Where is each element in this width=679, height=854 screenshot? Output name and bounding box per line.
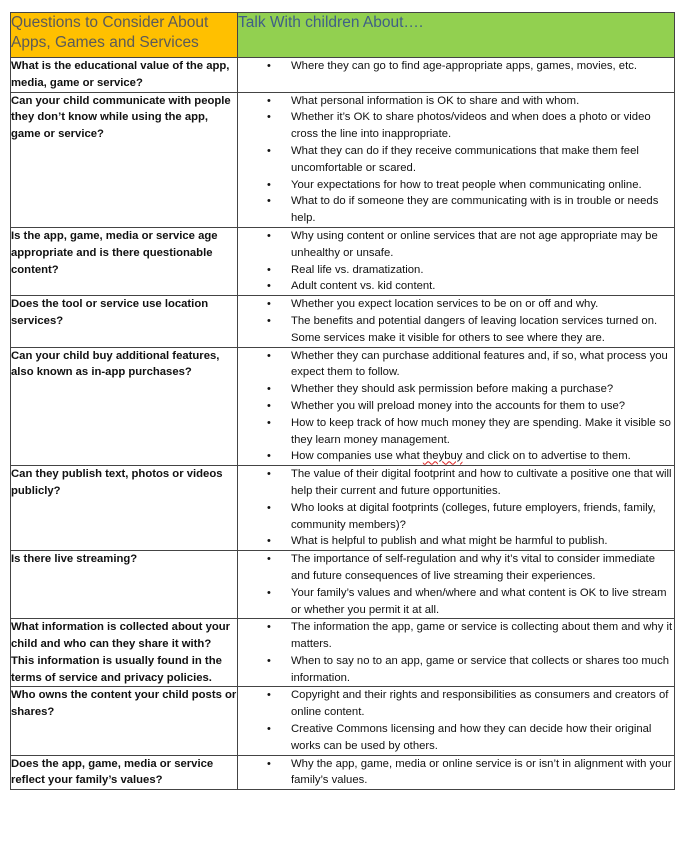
list-item xyxy=(238,313,674,347)
bullet-icon: • xyxy=(267,399,271,412)
list-item-text: The value of their digital footprint and how to cultivate a positive one that will help their current and future opportunities. xyxy=(291,468,672,497)
table-row xyxy=(11,755,675,790)
spellcheck-underline: theybuy xyxy=(422,450,463,463)
list-item xyxy=(238,619,674,653)
table-row xyxy=(11,92,675,227)
list-item xyxy=(238,687,674,721)
questions-table xyxy=(10,12,675,790)
list-item-text: Why the app, game, media or online service is or isn’t in alignment with your family’s values. xyxy=(291,757,672,787)
question-cell: Can your child buy additional features, also known as in-app purchases? xyxy=(11,347,238,466)
talk-about-list xyxy=(238,466,674,550)
talk-about-cell xyxy=(238,755,675,790)
list-item-text: Adult content vs. kid content. xyxy=(291,280,436,293)
table-row xyxy=(11,347,675,466)
bullet-icon: • xyxy=(267,621,271,634)
talk-about-list xyxy=(238,756,674,790)
talk-about-cell xyxy=(238,92,675,227)
list-item xyxy=(238,262,674,279)
list-item-text: The benefits and potential dangers of leaving location services turned on. Some services make it visible for others to see where they are. xyxy=(291,314,658,344)
list-item-text: Copyright and their rights and responsibilities as consumers and creators of online content. xyxy=(291,689,669,719)
bullet-icon: • xyxy=(267,94,271,107)
list-item xyxy=(238,398,674,415)
list-item-text: How companies use what theybuy and click on to advertise to them. xyxy=(291,450,631,463)
list-item-text: When to say no to an app, game or service that collects or shares too much information. xyxy=(291,654,670,684)
list-item xyxy=(238,193,674,227)
question-cell: Can they publish text, photos or videos publicly? xyxy=(11,466,238,551)
list-item xyxy=(238,278,674,295)
list-item-text: Whether they should ask permission before making a purchase? xyxy=(291,383,614,396)
list-item xyxy=(238,177,674,194)
list-item xyxy=(238,448,674,465)
list-item xyxy=(238,381,674,398)
table-row xyxy=(11,466,675,551)
talk-about-list xyxy=(238,348,674,466)
header-row xyxy=(11,13,675,58)
question-cell: Is there live streaming? xyxy=(11,551,238,619)
list-item-text: What they can do if they receive communications that make them feel uncomfortable or scared. xyxy=(291,144,639,174)
question-cell: Does the tool or service use location services? xyxy=(11,296,238,347)
bullet-icon: • xyxy=(267,757,271,770)
list-item xyxy=(238,228,674,262)
bullet-icon: • xyxy=(267,280,271,293)
list-item-text: Who looks at digital footprints (colleges, future employers, friends, family, community members)? xyxy=(291,501,656,531)
list-item-text: The information the app, game or service is collecting about them and why it matters. xyxy=(291,621,673,651)
bullet-icon: • xyxy=(267,723,271,736)
list-item-text: What personal information is OK to share and with whom. xyxy=(291,94,580,107)
table-row xyxy=(11,687,675,755)
list-item-text: What is helpful to publish and what might be harmful to publish. xyxy=(291,535,608,548)
list-item xyxy=(238,143,674,177)
talk-about-cell xyxy=(238,551,675,619)
list-item-text: Why using content or online services that are not age appropriate may be unhealthy or unsafe. xyxy=(291,229,658,259)
question-cell: What information is collected about your child and who can they share it with? This information is usually found in the terms of service and privacy policies. xyxy=(11,619,238,687)
bullet-icon: • xyxy=(267,654,271,667)
bullet-icon: • xyxy=(267,298,271,311)
bullet-icon: • xyxy=(267,60,271,72)
question-cell: What is the educational value of the app, media, game or service? xyxy=(11,58,238,93)
list-item xyxy=(238,348,674,382)
bullet-icon: • xyxy=(267,586,271,599)
table-row xyxy=(11,227,675,295)
question-cell: Does the app, game, media or service reflect your family’s values? xyxy=(11,755,238,790)
talk-about-cell xyxy=(238,466,675,551)
bullet-icon: • xyxy=(267,144,271,157)
bullet-icon: • xyxy=(267,229,271,242)
list-item xyxy=(238,533,674,550)
bullet-icon: • xyxy=(267,383,271,396)
bullet-icon: • xyxy=(267,535,271,548)
question-cell: Can your child communicate with people they don’t know while using the app, game or service? xyxy=(11,92,238,227)
list-item xyxy=(238,756,674,790)
talk-about-list xyxy=(238,296,674,346)
header-questions: Questions to Consider About Apps, Games and Services xyxy=(11,13,238,58)
list-item-text: How to keep track of how much money they are spending. Make it visible so they learn money management. xyxy=(291,416,671,446)
list-item-text: Your expectations for how to treat people when communicating online. xyxy=(291,178,642,191)
bullet-icon: • xyxy=(267,468,271,481)
question-cell: Who owns the content your child posts or shares? xyxy=(11,687,238,755)
talk-about-list xyxy=(238,551,674,618)
talk-about-list xyxy=(238,619,674,686)
list-item xyxy=(238,296,674,313)
list-item xyxy=(238,585,674,619)
bullet-icon: • xyxy=(267,111,271,124)
list-item xyxy=(238,500,674,534)
list-item xyxy=(238,58,674,75)
list-item xyxy=(238,415,674,449)
table-row xyxy=(11,58,675,93)
table-body xyxy=(11,58,675,790)
list-item-text: Where they can go to find age-appropriate apps, games, movies, etc. xyxy=(291,60,638,72)
bullet-icon: • xyxy=(267,689,271,702)
talk-about-list xyxy=(238,58,674,75)
bullet-icon: • xyxy=(267,314,271,327)
talk-about-cell xyxy=(238,347,675,466)
header-talk-about: Talk With children About…. xyxy=(238,13,675,58)
bullet-icon: • xyxy=(267,263,271,276)
talk-about-cell xyxy=(238,227,675,295)
list-item-text: What to do if someone they are communicating with is in trouble or needs help. xyxy=(291,195,659,225)
talk-about-list xyxy=(238,93,674,227)
list-item-text: Real life vs. dramatization. xyxy=(291,263,424,276)
list-item xyxy=(238,653,674,687)
bullet-icon: • xyxy=(267,195,271,208)
table-row xyxy=(11,296,675,347)
question-cell: Is the app, game, media or service age appropriate and is there questionable content? xyxy=(11,227,238,295)
bullet-icon: • xyxy=(267,553,271,566)
list-item-text: Whether you will preload money into the accounts for them to use? xyxy=(291,399,626,412)
list-item-text: Creative Commons licensing and how they can decide how their original works can be used by others. xyxy=(291,723,652,752)
bullet-icon: • xyxy=(267,178,271,191)
talk-about-list xyxy=(238,687,674,754)
list-item xyxy=(238,721,674,755)
list-item-text: Whether they can purchase additional features and, if so, what process you expect them to follow. xyxy=(291,349,668,379)
table-row xyxy=(11,551,675,619)
list-item xyxy=(238,466,674,500)
list-item xyxy=(238,93,674,110)
list-item-text: Whether it’s OK to share photos/videos and when does a photo or video cross the line into inappropriate. xyxy=(291,111,651,141)
list-item-text: Your family’s values and when/where and what content is OK to live stream or whether you permit it at all. xyxy=(291,586,667,616)
talk-about-cell xyxy=(238,619,675,687)
list-item-text: The importance of self-regulation and why it’s vital to consider immediate and future consequences of live streaming their experiences. xyxy=(291,553,655,582)
table-row xyxy=(11,619,675,687)
bullet-icon: • xyxy=(267,450,271,463)
bullet-icon: • xyxy=(267,501,271,514)
bullet-icon: • xyxy=(267,349,271,362)
list-item-text: Whether you expect location services to be on or off and why. xyxy=(291,298,599,311)
talk-about-cell xyxy=(238,296,675,347)
list-item xyxy=(238,551,674,585)
talk-about-cell xyxy=(238,687,675,755)
talk-about-list xyxy=(238,228,674,295)
talk-about-cell xyxy=(238,58,675,93)
list-item xyxy=(238,109,674,143)
bullet-icon: • xyxy=(267,416,271,429)
